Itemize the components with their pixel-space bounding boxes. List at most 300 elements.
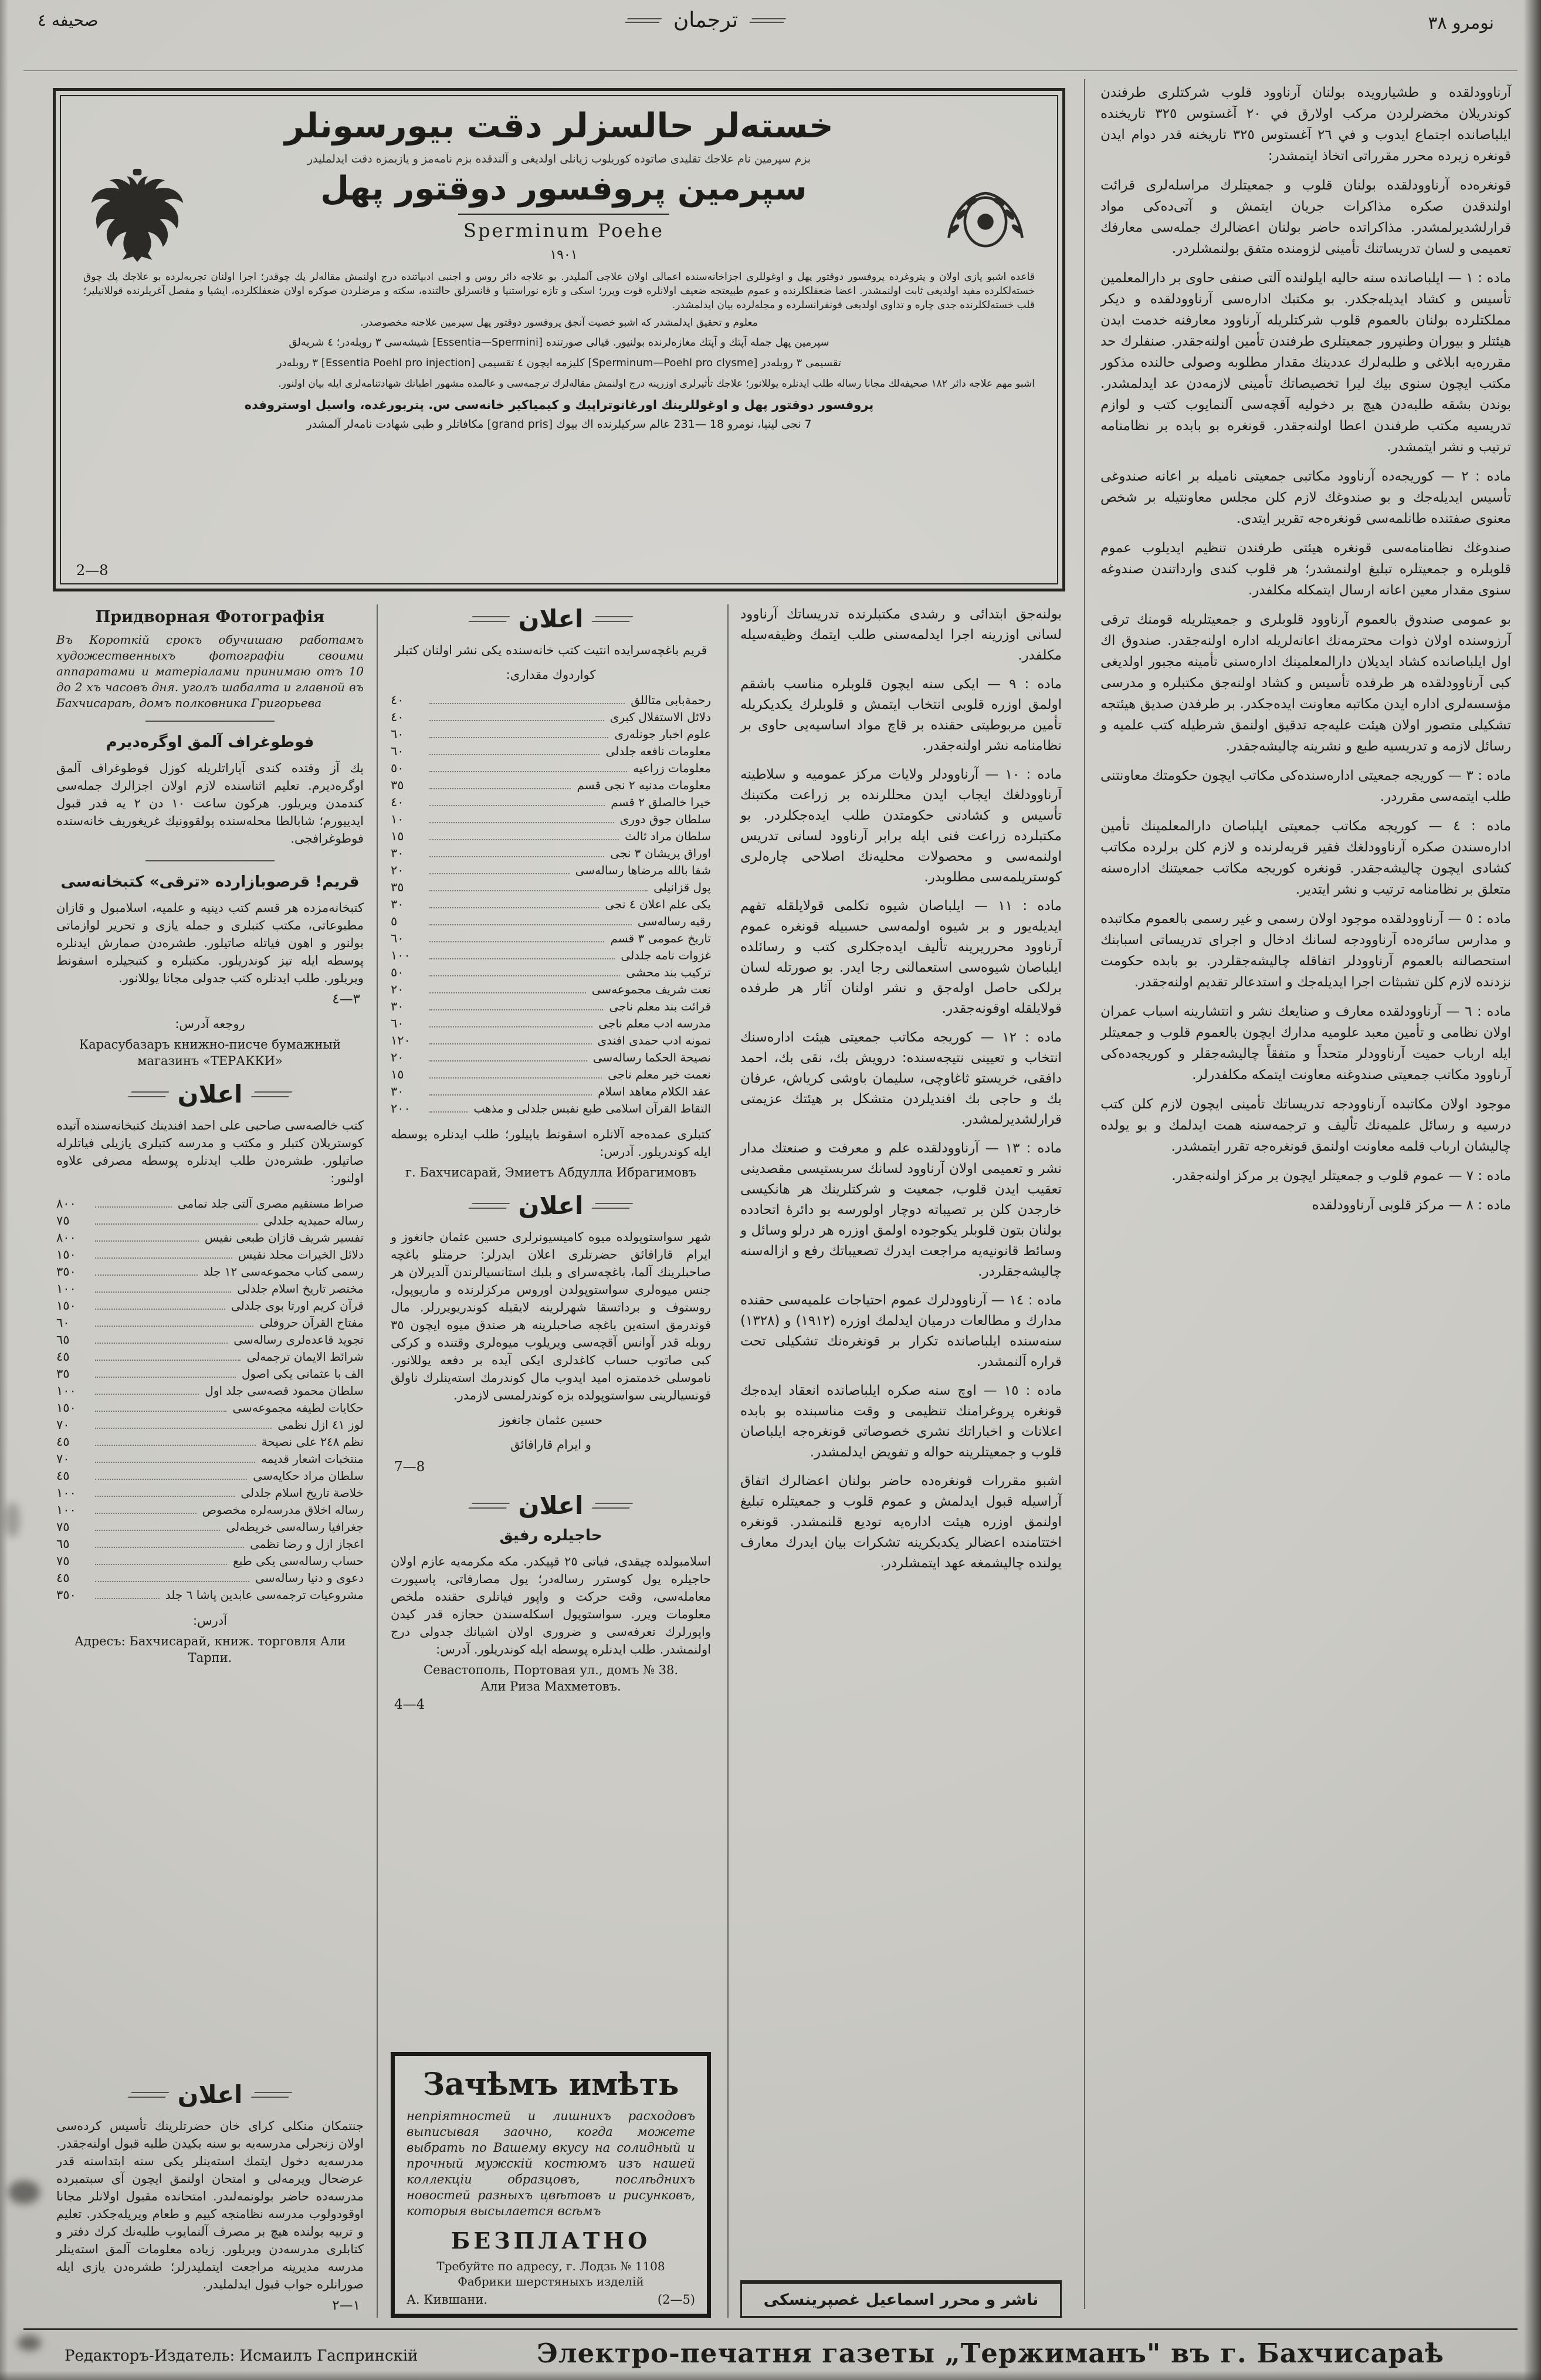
column-3 — [740, 604, 1062, 2318]
book-price: ٤٥ — [56, 1350, 70, 1364]
ilan-header-text: اعلان — [518, 604, 584, 633]
book-price: ٢٠ — [391, 1050, 404, 1064]
article-continuation — [740, 604, 1062, 1582]
scan-smudge — [5, 1502, 20, 1537]
book-title: نمونه ادب حمدى افندى — [597, 1033, 711, 1047]
price-row — [391, 1032, 711, 1049]
book-ad-intro: كتب خالصه‌سى صاحبى على احمد افندينك كتبخانه‌سنده آتيده كوستريلان كتبلر و مكتب و مدرسه كتبلرى يازيلى فياتلرله صاتيلور. طشره‌دن طلب ايدنلره پوسطه مصرفى علاوه اولنور: — [56, 1118, 364, 1185]
footer-editor-line: Редакторъ-Издатель: Исмаилъ Гаспринскій — [65, 2347, 418, 2365]
ad-brand-rule — [458, 214, 669, 215]
ilan-header — [56, 1080, 364, 1108]
price-row — [391, 1015, 711, 1032]
price-row — [56, 1399, 364, 1416]
book-price: ١٠٠ — [56, 1384, 76, 1398]
column-2 — [391, 604, 711, 2318]
article-paragraph: ماده : ١٣ — آرناوودلقده علم و معرفت و صنعتك مدار نشر و تعميمى اولان آرناوود لسانك سربستيسى مقصدينى تعقيب ايدن قلوب، جمعيت و شركتلرينك هر هانكيسى خارجدن كلن بر تصيباته دوچار اولورسه بو دائرهٔ اتحادده بولنان بتون قلوبلر يكوجوده اولمق اوزره هر درلو وسائل و وسائط قانونيه‌يه مراجعت ايدرك تصعيباتك رفع و ازاله‌سنه چاليشه‌جقلردر. — [740, 1141, 1062, 1279]
price-row — [56, 1331, 364, 1348]
article-paragraph: قونغره‌ده آرناوودلقده بولنان قلوب و جمعيتلرك مراسله‌لرى قرائت اولندقدن صكره مذاكرات جريان ايتمش و آتى‌ده‌كى مواد قرارلشديرلمشدر. مذاكراتده حاضر بولنان اعضالرك جمله‌سى معارفك تعميمى و لسان تدريساتنك تأمينى لزومنده متفق بولنمشلردر. — [1100, 178, 1511, 256]
ad-insertion-mark: 2—8 — [76, 562, 109, 579]
terakki-ad-body: كتبخانه‌مزده هر قسم كتب دينيه و علميه، اسلامبول و قازان مطبوعاتى، مكتب كتبلرى و جمله يازى و تحرير لوازماتى بولنور و اهون فياتله صاتيلور. طشره‌دن صمارش ايدنلره پوسطه ايله تيز كوندريلور. مكتبلره و كتبجيلره اسقونط ويريلور. طلب ايدنلره كتب جدولى مجانا يوللانور. — [56, 901, 364, 985]
price-row — [391, 862, 711, 879]
price-row — [56, 1348, 364, 1365]
dotted-leader — [95, 1573, 249, 1582]
price-row — [56, 1263, 364, 1280]
fruit-ad-body: شهر سواستوپولده ميوه كاميسيونرلرى حسين عثمان جانغوز و ايرام قارافائق حضرتلرى اعلان ايدرلر: حرمتلو باغچه صاحبلرينك آلما، باغچه‌سراى و بلبك استانسيالرندن آلديرلان هر جنس ميوه‌لرى سواستوپولدن اوروس مركزلرنده و ماريوپول، روستوف و برداتسقا شهرلرينه لايقيله كوندريويررلر. مال قوندرمق استه‌ين باغچه صاحبلرينه هر صندق ميوه ايچون ٣٥ روبله قدر آوانس آقچه‌سى ويريلوب ميوه‌لرى وقتنده و كركى كبى صاتوب حساب كاغدلرى ايكى آيده بر دفعه يوللانور. ناموسلى خدمتمزه اميد ايدوب مال كوندرمك استه‌ينلرك ناولق قونسيالرينى سواستوپولده بزه كوندرلمسى لازمدر. — [391, 1230, 711, 1402]
book-title: تجويد قاعده‌لرى رساله‌سى — [233, 1333, 364, 1347]
book-title: نظم ٢٤٨ على نصيحة — [261, 1435, 364, 1449]
dotted-leader — [95, 1402, 226, 1412]
scan-edge-shadow-left — [0, 0, 8, 2380]
book-price: ٤٥ — [56, 1469, 70, 1483]
book-price: ١٠٠ — [56, 1486, 76, 1500]
price-row — [56, 1382, 364, 1399]
price-row — [56, 1519, 364, 1536]
ilan-ornament-icon — [251, 1091, 293, 1097]
ad-body-line: معلوم و تحقيق ايدلمشدر كه اشبو خصيت آنجق پروفسور دوقتور پهل سپرمين علاجنه مخصوصدر. — [360, 317, 758, 329]
book-title: سلطان مراد ثالث — [625, 829, 711, 843]
article-paragraph: موجود اولان مكاتبده آرناوودجه تدريساتك تأمينى ايچون لازم كلن كتب درسيه و رسائل علميه‌نك تأليف و ترجمه‌سنه همت ايدلمك و بو يولده چاليشان ارباب قلمه معاونت اولنمق قونغره‌جه تقرر ايتمشدر. — [1100, 1097, 1511, 1154]
dotted-leader — [95, 1351, 241, 1361]
lodz-ad-free-label: БЕЗПЛАТНО — [451, 2227, 651, 2254]
hajj-guide-mark: 4—4 — [394, 1697, 425, 1712]
price-row — [56, 1485, 364, 1502]
dotted-leader — [429, 899, 599, 908]
book-price: ٨٠٠ — [56, 1196, 76, 1211]
scan-smudge — [18, 2335, 41, 2351]
book-title: صراط مستقيم مصرى آلتى جلد تمامى — [177, 1196, 364, 1211]
column-rule — [1084, 79, 1085, 2309]
dotted-leader — [429, 712, 604, 721]
dotted-leader — [429, 780, 571, 789]
dotted-leader — [429, 797, 605, 806]
column-4 — [1100, 82, 1511, 2257]
book-price: ٧٠ — [56, 1418, 70, 1432]
book-title: معلومات مدنيه ٢ نجى قسم — [577, 778, 711, 792]
ad-address-line: 7 نجى لينيا، نومرو 18 —231 عالم سركيلرنده اك بيوك [grand pris] مكافاتلر و طبى شهادت نامه‌لر آلمشدر — [306, 418, 812, 431]
ad-product-line: سپرمين پهل جمله آپتك و آپتك مغازه‌لرنده بولنيور. فيالى صورتنده [Essentia—Spermini] شيشه‌سى ٣ روبله‌در؛ ٤ شربه‌لق — [289, 336, 829, 349]
hajj-guide-address2: Али Риза Махметовъ. — [480, 1679, 621, 1693]
fruit-ad-mark: 7—8 — [394, 1459, 425, 1475]
dotted-leader — [429, 848, 604, 857]
article-lead — [1100, 82, 1511, 1216]
price-row — [391, 913, 711, 930]
dotted-leader — [429, 1052, 587, 1061]
article-paragraph: ماده : ١٠ — آرناوودلر ولايات مركز عموميه و سلاطينه آرناوودلغك ايجاب ايدن محللرنده بر زراعت مكتبنك تأسيس و كشادنى حكومتدن طلب ايده‌جكلردر. بو مكتبلرده زراعت فنى ايله برابر آرناوود لسانى تدريس اولنمه‌سى و محصولات محليه‌نك اصلاحى چاره‌لرى كوستريلمه‌سى مطلوبدر. — [740, 767, 1062, 885]
ilan-header-text: اعلان — [177, 1080, 243, 1108]
ilan-ornament-icon — [592, 1203, 634, 1209]
book-title: معلومات زراعيه — [633, 761, 711, 775]
price-row — [56, 1434, 364, 1451]
dotted-leader — [95, 1334, 228, 1344]
book-price: ٤٥ — [56, 1571, 70, 1585]
ad-product-line: تقسيمى ٣ روبله‌در [Sperminum—Poehl pro clysme] كليزمه ايچون ٤ تقسيمى [Essentia Poehl pro injection] ٣ روبله‌در — [276, 357, 842, 369]
book-price: ١٥ — [391, 829, 404, 843]
book-ad-address: Адресъ: Бахчисарай, книж. торговля Али Тарпи. — [74, 1634, 346, 1665]
newspaper-title — [626, 8, 785, 32]
price-row — [56, 1246, 364, 1263]
ilan-ornament-icon — [468, 616, 510, 622]
price-row — [391, 692, 711, 709]
article-paragraph: ماده : ٢ — كوريجه‌ده آرناوود مكاتبى جمعيتى ناميله بر اعانه صندوغى تأسيس ايديله‌جك و بو صندوغك لازم كلن مجلس معاونتيله بر شخص معنوى صفتنده طانلمه‌سى قونغره‌جه تقرير ايتدى. — [1100, 469, 1511, 526]
book-title: مختصر تاريخ اسلام جلدلى — [237, 1282, 364, 1296]
book-price: ٦٠ — [391, 931, 404, 945]
book-title: خيرا خالصلق ٢ قسم — [611, 795, 711, 809]
hajj-guide-address1: Севастополь, Портовая ул., домъ № 38. — [423, 1663, 679, 1677]
dotted-leader — [429, 729, 608, 738]
book-price: ١٥٠ — [56, 1299, 76, 1313]
ilan-header — [391, 1491, 711, 1520]
masthead-ornament-icon — [750, 18, 787, 23]
book-price: ٢٠ — [391, 863, 404, 877]
ilan-header-text: اعلان — [518, 1491, 584, 1520]
dotted-leader — [429, 763, 627, 772]
dotted-leader — [95, 1556, 227, 1565]
dotted-leader — [429, 1086, 592, 1096]
book-title: دعوى و دنيا رساله‌سى — [255, 1571, 364, 1585]
article-paragraph: ماده : ١٢ — كوريجه مكاتب جمعيتى هيئت اداره‌سنك انتخاب و تعيينى نتيجه‌سنده: درويش بك، نقى بك، احمد دافقى، خريستو ثاغاوچى، سليمان باوشى كرياش، عرفان بك و حاجى بك افنديلردن متشكل بر هيئتك عزيمتى قرارلشديرلمشدر. — [740, 1030, 1062, 1127]
book-price: ٧٥ — [56, 1520, 70, 1534]
book-price: ٤٠ — [391, 710, 404, 724]
book-price: ٦٥ — [56, 1537, 70, 1551]
book-title: تفسير شريف قازان طبعى نفيس — [204, 1230, 364, 1245]
book-price: ١٥ — [391, 1067, 404, 1081]
dotted-leader — [429, 695, 625, 704]
book-price: ٢٠ — [391, 982, 404, 996]
price-row — [56, 1468, 364, 1485]
book-price: ١٥٠ — [56, 1248, 76, 1262]
dotted-leader — [429, 967, 620, 976]
book-price: ٦٠ — [391, 744, 404, 758]
price-row — [391, 726, 711, 743]
book-title: شفا بالله مرضاها رساله‌سى — [575, 863, 711, 877]
ad-note-line: بزم سپرمين نام علاجك تقليدى صاتوده كوريلوب زيانلى اولديغى و آلندقده بزم نامه‌مز و يازيمزه دقت ايدلمليدر — [307, 153, 811, 165]
article-paragraph: آرناوودلقده و طشيارويده بولنان آرناوود قلوب شركتلرى طرفندن كوندريلان مخضرلردن مركب اولارق في ٢٠ آغستوس ٣٢٥ تاريخنده ايلباصانده اجتماع ايدوب و في ٢٦ آغستوس ٣٢٥ تاريخنه قدر دوام ايدن قونغره زيرده محرر مقرراتى اتخاذ ايتمشدر: — [1100, 85, 1511, 164]
dotted-leader — [95, 1436, 256, 1446]
book-title: تاريخ عمومى ٣ قسم — [610, 931, 711, 945]
book-price: ١٠٠ — [56, 1282, 76, 1296]
dotted-leader — [429, 746, 600, 755]
dotted-leader — [95, 1522, 220, 1531]
ad-brand-arabic: سپرمين پروفسور دوقتور پهل — [320, 170, 807, 208]
book-title: معلومات نافعه جلدلى — [605, 744, 711, 758]
book-title: منتخبات اشعار قديمه — [261, 1452, 364, 1466]
article-paragraph: صندوغك نظامنامه‌سى قونغره هيئتى طرفندن تنظيم ايديلوب عموم قلوبلره و جمعيتلره تبليغ اولنمشدر؛ هر قلوب كندى وارداتندن صندوغه سنوى مقدار معين اعانه ارسال ايتمكله مكلفدر. — [1100, 540, 1511, 598]
price-row — [391, 981, 711, 998]
price-row — [391, 845, 711, 862]
price-row — [56, 1587, 364, 1604]
dotted-leader — [95, 1488, 235, 1497]
article-paragraph: ماده : ١ — ايلباصانده سنه حاليه ايلولنده آلتى صنفى حاوى بر دارالمعلمين تأسيس و كشاد ايديله‌جكدر. بو مكتبك اداره‌سى آرناوودلقده و ديكر مملكتلرده بولنان بالعموم قلوب شركتلريله آرناوود معارفنه خدمت ايدن هيئتلر و بيوران وطنپرور جمعيتلرى طرفندن تأمين اولنه‌جقدر. صنفلرك حد مقرره‌يه ابلاغى و طلبه‌لرك عددينك مقدار مطلوبه وصولى حالنده مذكور مكتب ايچون سنوى بيك ليرا تخصيصاتك تأمينى لازمه‌دن عد ايدلمشدر. بوندن بشقه طلبه‌دن هيچ بر دخوليه آقچه‌سى آلنمايوب كتب و لوازم تدريسيه مكتب طرفندن اعطا اولنه‌جقدر. قونغره بو بابده بر نظامنامه ترتيب و نشر ايتمشدر. — [1100, 271, 1511, 455]
photo-ad-title: Придворная Фотографія — [95, 608, 325, 626]
price-row — [56, 1212, 364, 1229]
book-price: ٥٠ — [391, 965, 404, 979]
dotted-leader — [95, 1453, 255, 1463]
article-paragraph: ماده : ٥ — آرناوودلقده موجود اولان رسمى و غير رسمى بالعموم مكاتبده و مدارس سائره‌ده آرناوودجه لسانك ادخال و اجراى تدريساتى اسبابنك استحصالنه بالعموم آرناوودلر اتفاقله چاليشه‌جقلردر. بو بابده حكومت نزدنده لازم كلن تشبثات اجرا ايديله‌جك و استدعالر تقديم اولنه‌جقدر. — [1100, 911, 1512, 990]
dotted-leader — [95, 1317, 253, 1327]
dotted-leader — [429, 1069, 602, 1079]
article-paragraph: بولنه‌جق ابتدائى و رشدى مكتبلرنده تدريساتك آرناوود لسانى اوزرينه اجرا ايدلمه‌سنى طلب ايتمك وظيفه‌سيله مكلفدر. — [740, 607, 1062, 663]
price-row — [56, 1451, 364, 1468]
ad-body-paragraph: اشبو مهم علاجه دائر ١٨٢ صحيفه‌لك مجانا رساله طلب ايدنلره يوللانور؛ علاجك تأثيرلرى اوزرينه درج اولنمش مقاله‌لرك ترجمه‌سى و عالمده مشهور اطبانك شهادتنامه‌لرى ايله بيان اولنور. — [278, 378, 1035, 390]
article-paragraph: ماده : ٩ — ايكى سنه ايچون قلوبلره مناسب باشقم اولمق اوزره قلوبى انتخاب ايتمش و قلوبلرك يكديكريله تأمين مربوطيتى حقنده بر قاچ مواد اساسيه‌يى حاوى بر نظامنامه نشر اولنه‌جقدر. — [740, 677, 1062, 753]
footer-imprint-line: Электро-печатня газеты „Тержиманъ" въ г. Бахчисараѣ — [537, 2338, 1444, 2369]
ad-brand-latin: Sperminum Poehe — [463, 219, 664, 242]
book-price: ٦٠ — [391, 727, 404, 741]
zindjirli-ad-body: جنتمكان منكلى كراى خان حضرتلرينك تأسيس كرده‌سى اولان زنجرلى مدرسه‌يه بو سنه يكيدن طلبه قبول اولنه‌جقدر. مدرسه‌يه دخول ايتمك استه‌ينلر يكى سنه ابتداسنه قدر عرضحال ويرمه‌لى و امتحان اولنمق ايچون آى سبتمبرده مدرسه‌ده حاضر بولونمه‌لىدر. امتحانده مقبول اولانلر مجانا اوقودولوب مدرسه نظامنجه كييم و طعام ويريله‌جكدر. تعليم و تربيه يولنده هيچ بر مصرف آلنمايوب طلبه‌نك كرك دفتر و كتابلرى مدرسه‌دن ويريلور. زياده معلومات آلمق استه‌ينلر مدرسه مديرينه مراجعت ايتمليدرلر؛ طشره‌دن يازى ايله صورانلره جواب قبول ايدلمليدر. — [56, 2119, 364, 2291]
book-title: تركيب بند محشى — [626, 965, 711, 979]
book-price: ٦٥ — [56, 1333, 70, 1347]
book-title: قرائت بند معلم ناجى — [609, 999, 711, 1013]
price-row — [56, 1416, 364, 1434]
price-row — [391, 1066, 711, 1083]
dotted-leader — [429, 1035, 592, 1044]
price-row — [391, 743, 711, 760]
book-title: عقد الكلام معاهد اسلام — [598, 1084, 711, 1098]
laurel-medal-icon — [936, 173, 1035, 259]
book-title: يكى علم اعلان ٤ نجى — [605, 897, 711, 911]
scan-edge-shadow — [1523, 0, 1541, 2380]
book-price: ٦٠ — [391, 1016, 404, 1030]
article-paragraph: ماده : ٤ — كوريجه مكاتب جمعيتى ايلباصان دارالمعلمينك تأمين اداره‌سندن صكره آرناوودلغك فقير قريه‌لرنده و لازم كلن برلرده مكاتب كشادى ايچون چاليشه‌جقدر. قونغره كوريجه مكاتب جمعيتنك اداره‌سنه متعلق بر نظامنامه ترتيب و نشر ايتدير. — [1100, 819, 1511, 897]
book-price: ١٢٠ — [391, 1033, 411, 1047]
book-title: قرآن كريم اورتا بوى جلدلى — [231, 1299, 364, 1313]
ilan-ornament-icon — [127, 1091, 169, 1097]
price-row — [56, 1280, 364, 1297]
ad-laboratory-line: پروفسور دوقتور پهل و اوغوللرينك اورغانوتراپيك و كيمياكير خانه‌سى س. پتربورغده، واسيل اوستروفده — [244, 398, 874, 412]
photo-ad-body: Въ Короткій срокъ обучишаю работамъ художественныхъ фотографіи своими аппаратами и матеріалами принимаю отъ 10 до 2 хъ часовъ дня. уголъ шабалта и главной въ Бахчисараѣ, домъ полковника Григорьева — [56, 633, 364, 710]
zindjirli-ad-mark: ١—٢ — [332, 2298, 360, 2313]
ilan-ornament-icon — [251, 2092, 293, 2098]
price-row — [56, 1502, 364, 1519]
article-paragraph: ماده : ٧ — عموم قلوب و جمعيتلر ايچون بر مركز اولنه‌جقدر. — [1171, 1168, 1511, 1184]
price-row — [56, 1229, 364, 1246]
price-row — [56, 1195, 364, 1212]
book-title: دلائل الخيرات مجلد نفيس — [238, 1248, 364, 1262]
price-row — [391, 998, 711, 1015]
dotted-leader — [95, 1419, 272, 1429]
book-price-list — [391, 692, 711, 1117]
dotted-leader — [429, 814, 614, 823]
lodz-ad-title: Зачѣмъ имѣть — [422, 2067, 679, 2102]
ilan-ornament-icon — [592, 616, 634, 622]
page-number-label: صحيفه ٤ — [38, 11, 99, 30]
book-price: ٧٥ — [56, 1213, 70, 1228]
price-row — [56, 1570, 364, 1587]
scan-edge-shadow-bottom — [0, 2371, 1541, 2380]
book-title: رقيه رساله‌سى — [637, 914, 711, 928]
ilan-ornament-icon — [468, 1203, 510, 1209]
lodz-ad-box — [391, 2052, 711, 2318]
double-eagle-emblem-icon — [83, 168, 191, 264]
ilan-ornament-icon — [127, 2092, 169, 2098]
ilan-ornament-icon — [592, 1503, 634, 1509]
book-title: رساله حميديه جلدلى — [263, 1213, 364, 1228]
book-price: ١٠ — [391, 812, 404, 826]
terakki-ad-address: Карасубазаръ книжно-писче бумажный магазинъ «ТЕРАККИ» — [79, 1037, 341, 1068]
dotted-leader — [429, 984, 586, 993]
book-price: ٣٥ — [391, 778, 404, 792]
book-title: علوم اخبار جونله‌رى — [614, 727, 711, 741]
book-title: رحمةبابى متاللق — [631, 693, 711, 707]
book-title: رسمى كتاب مجموعه‌سى ١٢ جلد — [203, 1265, 364, 1279]
book-price: ٣٠ — [391, 897, 404, 911]
price-row — [391, 794, 711, 811]
column-rule — [727, 604, 729, 2318]
price-row — [391, 1049, 711, 1066]
column-rule — [377, 604, 378, 2318]
article-paragraph: بو عمومى صندوق بالعموم آرناوود قلوبلرى و جمعيتلريله قومنك ترقى آرزوسنده اولان ذوات محترمه‌نك اعانه‌لريله اداره اولنه‌جقدر. صندوق اك اول ايلباصانده كشاد ايديلان دارالمعلمينك اداره‌سنى تأمينه مجبور اولديغى كبى آرناوودلقده هر طرفده تأسيس و كشاد اولنه‌جق مكتبلره و مدرسى مؤسسه‌لرى اداره ايدن مكاتبه معاونت ايده‌جكدر. بر طرفدن صديق هيئتجه تشكيلى متصور اولان هيئت عليه‌جه تدقيق اولنمق شرطيله كتب علميه و رسائل لازمه و تدريسيه طبع و نشرينه چاليشه‌جقدر. — [1100, 612, 1511, 754]
book-price: ٧٠ — [56, 1452, 70, 1466]
dotted-leader — [95, 1368, 236, 1378]
book-price: ٨٠٠ — [56, 1230, 76, 1245]
price-row — [391, 760, 711, 777]
hajj-guide-body: اسلامبولده چيقدى، فياتى ٢٥ قپيكدر. مكه مكرمه‌يه عازم اولان حاجيلره يول كوسترر رساله‌در؛ يول مصارفاتى، پاسپورت معامله‌سى، وقت حركت و واپور فياتلرى حقنده ملخص معلومات ويرر. سواستوپول اسكله‌سندن حجازه قدر كيدن واپورلرك تعرفه‌سى و ضرورى اولان اشيانك جدولى درج اولنمشدر. طلب ايدنلره پوسطه ايله كوندريلور. آدرس: — [391, 1554, 711, 1656]
book-price: ٧٥ — [56, 1554, 70, 1568]
book-title: غزوات نامه جلدلى — [621, 948, 711, 962]
terakki-ad-header: قريم! قرصوبازارده «ترقى» كتبخانه‌سى — [60, 873, 360, 891]
price-row — [56, 1314, 364, 1331]
book-title: اوراق پريشان ٣ نجى — [610, 846, 711, 860]
book-price: ١٠٠ — [391, 948, 411, 962]
book-price: ١٥٠ — [56, 1401, 76, 1415]
dotted-leader — [429, 933, 604, 942]
price-row — [391, 1083, 711, 1100]
dotted-leader — [429, 1018, 592, 1027]
price-row — [391, 879, 711, 896]
book-title: رساله اخلاق مدرسه‌لره مخصوص — [202, 1503, 364, 1517]
article-paragraph: ماده : ٣ — كوريجه جمعيتى اداره‌سنده‌كى مكاتب ايچون حكومتك معاونتنى طلب ايتمه‌سى مقرردر. — [1100, 768, 1511, 804]
price-row — [391, 811, 711, 828]
dotted-leader — [95, 1300, 225, 1310]
price-row — [56, 1365, 364, 1382]
book-title: مدرسه ادب معلم ناجى — [598, 1016, 711, 1030]
book-title: لوز ٤١ ازل نظمى — [277, 1418, 364, 1432]
price-row — [391, 709, 711, 726]
book-price: ٣٥٠ — [56, 1265, 76, 1279]
masthead-rule — [23, 70, 1518, 71]
book-title: شرائط الايمان ترجمه‌لى — [246, 1350, 364, 1364]
scan-smudge — [8, 2180, 40, 2204]
separator-rule — [145, 860, 275, 861]
ilan-ornament-icon — [468, 1503, 510, 1509]
book-price: ٣٥٠ — [56, 1588, 76, 1602]
article-paragraph: ماده : ١٥ — اوچ سنه صكره ايلباصانده انعقاد ايده‌جك قونغره پروغرامنك تنظيمى و وقت مناسبنده بو بابده اعلانات و اخباراتك نشرى خصوصاتى قونغره‌جه ايلباصان قلوب و جمعيتلرينه حواله و تفويض ايدلمشدر. — [740, 1383, 1062, 1460]
dotted-leader — [95, 1283, 231, 1293]
book-price: ٤٠ — [391, 693, 404, 707]
price-row — [391, 896, 711, 913]
article-paragraph: ماده : ١٤ — آرناوودلرك عموم احتياجات علميه‌سى حقنده مدارك و مطالعات درميان ايدلمك اوزره (١٩١٢) و (١٣٢٨) سنه‌سنده ايلباصانده تكرار بر قونغره‌نك تشكيلى تحت قراره آلنمشدر. — [740, 1293, 1062, 1370]
dotted-leader — [95, 1232, 199, 1242]
dotted-leader — [429, 831, 619, 840]
book-price: ٦٠ — [56, 1316, 70, 1330]
masthead-ornament-icon — [625, 18, 662, 23]
book-title: دلائل الاستقلال كبرى — [609, 710, 711, 724]
price-row — [391, 1100, 711, 1117]
book-price: ٣٠ — [391, 846, 404, 860]
book-title: حساب رساله‌سى يكى طبع — [233, 1554, 364, 1568]
booklist-intro-line2: كواردوك مقدارى: — [506, 668, 596, 682]
photo-ad-ar-title: فوطوغراف آلمق اوگره‌ديرم — [106, 733, 314, 751]
book-price: ٥٠ — [391, 761, 404, 775]
newspaper-title-text: ترجمان — [673, 8, 739, 32]
article-paragraph: اشبو مقررات قونغره‌ده حاضر بولنان اعضالرك اتفاق آراسيله قبول ايدلمش و عموم قلوب و جمعيتلره تبليغ اولنمق اوزره هيئت اداره‌يه توديع قلنمشدر. قونغره اختتامنده اعضالر يكديكرينه تشكرات بيان ايدرك معارف يولنده چاليشمغه عهد ايتمشلردر. — [740, 1473, 1062, 1571]
ad-headline: خسته‌لر حالسزلر دقت بيورسونلر — [285, 106, 834, 146]
book-title: التقاط القرآن اسلامى طبع نفيس جلدلى و مذهب — [473, 1101, 711, 1115]
ad-year: ١٩٠١ — [550, 248, 578, 262]
book-title: حكايات لطيفه مجموعه‌سى — [232, 1401, 364, 1415]
book-price: ٣٠ — [391, 1084, 404, 1098]
dotted-leader — [95, 1505, 197, 1514]
booklist-intro-line1: قريم باغچه‌سرايده انتيت كتب خانه‌سنده يكى نشر اولنان كتبلر — [394, 643, 707, 657]
dotted-leader — [429, 916, 632, 925]
issue-number-label: نومرو ٣٨ — [1428, 13, 1494, 33]
price-row — [391, 947, 711, 964]
book-price: ٥ — [391, 914, 398, 928]
sperminum-ad-box — [53, 88, 1065, 591]
book-title: نعمت خير معلم ناجى — [608, 1067, 711, 1081]
book-price: ١٠٠ — [56, 1503, 76, 1517]
dotted-leader — [95, 1539, 244, 1548]
ilan-header — [391, 1191, 711, 1220]
ilan-header-text: اعلان — [177, 2080, 243, 2109]
dotted-leader — [95, 1215, 258, 1225]
dotted-leader — [429, 1103, 468, 1113]
book-title: سلطان محمود قصه‌سى جلد اول — [205, 1384, 364, 1398]
booklist-outro: كتبلرى عمده‌جه آلانلره اسقونط ياپيلور؛ طلب ايدنلره پوسطه ايله كوندريلور. آدرس: — [391, 1127, 711, 1159]
price-row — [391, 930, 711, 947]
dotted-leader — [429, 950, 615, 959]
ad-body-paragraph: قاعده اشبو يازى اولان و پتروغرده پروفسور دوقتور پهل و اوغوللرى اجزاخانه‌سنده اعمالى اولان علاجى آلمليدر. بو علاجه دائر روس و اجنبى ادبياتنده درج اولنمش مقاله‌لر پك چوقدر؛ اجرا اولنان تجربه‌لرده بو علاجك پك چوق خسته‌لكلرده مفيد اولديغى ثابت اولنمشدر. اعضا ضعفلكلرنده و عموم طبيعتجه ضعيف اولانلره قوت ويرر؛ اسكى و تازه نوراستنيا و قانسزلق حالتنده، سكته و مرضلردن صوكره اولان ضعفلكلرده، ايشيا و مفصل آغريلرنده قوللانيلير؛ قلب خسته‌لكلرنده جدى چاره و تداوى اولديغى قونفرانسلرده و مجله‌لرده بيان ايدلمشدر. — [83, 271, 1035, 311]
publisher-strip: ناشر و محرر اسماعيل غصپرينسكى — [740, 2280, 1062, 2318]
terakki-ad-address-intro: روجعه آدرس: — [175, 1017, 245, 1031]
dotted-leader — [429, 882, 648, 891]
book-title: اعجاز ازل و رضا نظمى — [250, 1537, 364, 1551]
ilan-header-text: اعلان — [518, 1191, 584, 1220]
ilan-header — [56, 2080, 364, 2109]
book-title: نصيحة الحكما رساله‌سى — [592, 1050, 711, 1064]
terakki-ad-mark: ٣—٤ — [332, 992, 360, 1007]
dotted-leader — [95, 1385, 199, 1395]
price-row — [391, 828, 711, 845]
lodz-ad-address-line2: Фабрики шерстяныхъ изделій — [458, 2274, 644, 2288]
book-price: ٢٠٠ — [391, 1101, 411, 1115]
price-row — [56, 1553, 364, 1570]
dotted-leader — [95, 1266, 198, 1276]
lodz-ad-body: непріятностей и лишнихъ расходовъ выписывая заочно, когда можете выбрать по Вашему вкусу на солидный и прочный мужскій костюмъ изъ нашей коллекціи образцовъ, послѣднихъ новостей разныхъ цвѣтовъ и рисунковъ, которыя высылается всѣмъ — [407, 2109, 695, 2218]
separator-rule — [145, 721, 275, 722]
booklist-address: г. Бахчисарай, Эмиетъ Абдулла Ибрагимовъ — [405, 1165, 696, 1179]
footer-rule — [23, 2328, 1518, 2330]
dotted-leader — [429, 1001, 603, 1010]
lodz-ad-signature: А. Кившани. — [407, 2293, 488, 2307]
book-price: ٤٥ — [56, 1435, 70, 1449]
ilan-header — [391, 604, 711, 633]
dotted-leader — [429, 865, 570, 874]
book-title: سلطان جوق دورى — [619, 812, 711, 826]
photo-ad-ar-body: پك آز وقتده كندى آپاراتلريله كوزل فوطوغراف آلمق اوگره‌ديرم. تعليم اثناسنده لازم اولان اجزالرك جمله‌سى كندمدن ويريلور. هركون ساعت ١٠ دن ٢ يه قدر قبول ايدييورم؛ شابالطا محله‌سنده پولقوونيك غريغوريف خانه‌سنده فوطوغرافجى. — [56, 761, 364, 846]
hajj-guide-title: حاجيلره رفيق — [499, 1527, 602, 1544]
book-title: جغرافيا رساله‌سى خريطه‌لى — [226, 1520, 364, 1534]
masthead — [23, 7, 1518, 56]
book-title: مشروعيات ترجمه‌سى عابدين پاشا ٦ جلد — [165, 1588, 364, 1602]
article-paragraph: ماده : ١١ — ايلباصان شيوه تكلمى قولايلقله تفهم ايديله‌يور و بر شيوه اولمه‌سى حسبيله قونغره عموم آرناوود محرريرينه تأليف ايده‌جكلرى كتب و رسائلده ايلباصان شيوه‌سى استعمالنى رجا ايدر. بو صورتله لسان برلكى حاصل اوله‌جق و نشر اولنان آثار هر طرفده قولايلقله اوقونه‌جقدر. — [740, 898, 1062, 1016]
book-title: سلطان مراد حكايه‌سى — [253, 1469, 364, 1483]
book-price: ٣٥ — [391, 880, 404, 894]
dotted-leader — [95, 1590, 160, 1599]
book-title: مفتاح القرآن حروفلى — [259, 1316, 364, 1330]
fruit-ad-signature: حسين عثمان جانغوز — [499, 1413, 603, 1427]
book-title: نعت شريف مجموعه‌سى — [591, 982, 711, 996]
